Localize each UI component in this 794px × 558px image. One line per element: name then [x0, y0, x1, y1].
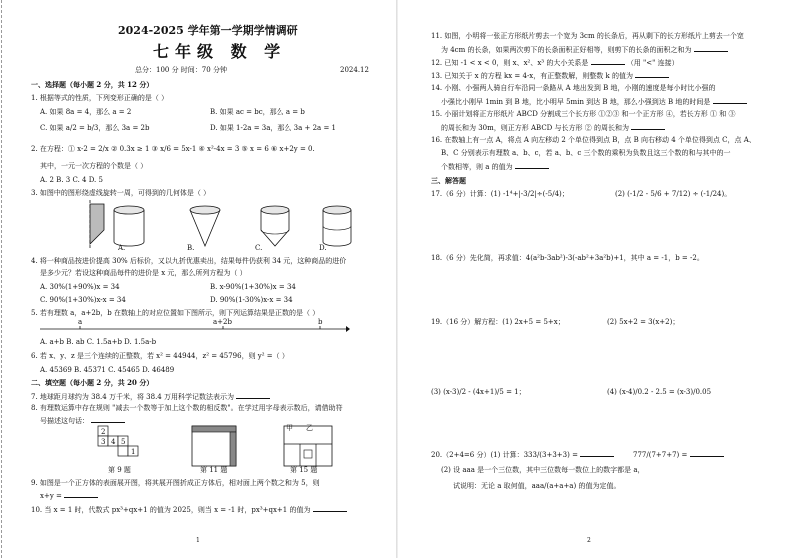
q5-number-line: [40, 324, 350, 334]
q16-answer-blank[interactable]: [515, 162, 549, 169]
q19-part2: (2) 5x+2 = 3(x+2)；: [607, 318, 680, 326]
q3-label-b: B.: [187, 244, 195, 252]
q11-stem: 11. 如图，小明将一张正方形纸片剪去一个宽为 3cm 的长条后，再从剩下的长方形纸片上剪去一个宽: [431, 32, 744, 40]
q9-answer-blank[interactable]: [64, 491, 98, 498]
q20-answer-blank-1[interactable]: [580, 450, 614, 457]
q6-stem: 6. 若 x、y、z 是三个连续的正整数，若 x² = 44944，z² = 45796，则 y² =（ ）: [31, 352, 289, 360]
q16-stem-2: B、C 分别表示有理数 a、b、c，若 a、b、c 三个数的乘积为负数且这三个数的和与其中的一: [441, 149, 731, 157]
section-solve: 三、解答题: [431, 176, 466, 185]
q9-net-cell: 2: [101, 428, 106, 436]
q2-options: A. 2 B. 3 C. 4 D. 5: [40, 176, 103, 184]
q1-option-b: B. 如果 ac = bc，那么 a = b: [210, 108, 305, 116]
q11-answer-blank[interactable]: [694, 45, 728, 52]
q20-part2-b: 试说明：无论 a 取何值，aaa/(a+a+a) 的值为定值。: [453, 482, 621, 490]
section-choice: 一、选择题（每小题 2 分，共 12 分）: [31, 80, 154, 89]
q9-stem-2: x+y =: [40, 491, 98, 500]
q9-net-cell: 1: [131, 448, 136, 456]
q20-part2: (2) 设 aaa 是一个三位数，其中三位数每一数位上的数字都是 a，: [441, 466, 645, 474]
q17-part2: (2) (-1/2 - 5/6 + 7/12) ÷ (-1/24)。: [615, 190, 732, 198]
q5-options: A. a+b B. ab C. 1.5a+b D. 1.5a-b: [40, 338, 157, 346]
q3-label-c: C.: [255, 244, 263, 252]
q3-label-d: D.: [319, 244, 327, 252]
q7-answer-blank[interactable]: [236, 392, 270, 399]
q13-answer-blank[interactable]: [635, 71, 669, 78]
q4-stem: 4. 将一种商品按进价提高 30% 后标价，又以九折优惠卖出，结果每件仍获利 34 元，这种商品的进价: [31, 257, 347, 265]
q19-part4: (4) (x-4)/0.2 - 2.5 = (x-3)/0.05: [607, 388, 712, 396]
q5-label-a2b: a+2b: [213, 318, 232, 326]
figure-caption-q11: 第 11 题: [200, 466, 228, 474]
q6-options: A. 45369 B. 45371 C. 45465 D. 46489: [40, 366, 175, 374]
q9-net-cell: 4: [111, 438, 116, 446]
q8-stem-2: 号描述这句话：: [40, 416, 125, 425]
q15-answer-blank[interactable]: [631, 123, 665, 130]
q5-label-b: b: [318, 318, 323, 326]
q8-stem: 8. 有理数运算中存在规则 "减去一个数等于加上这个数的相反数"。在学过用字母表示数后，请借助符: [31, 404, 343, 412]
q10-stem: 10. 当 x = 1 时，代数式 px³+qx+1 的值为 2025，则当 x = -1 时，px³+qx+1 的值为: [31, 505, 347, 514]
q10-answer-blank[interactable]: [313, 505, 347, 512]
q9-net-cell: 5: [121, 438, 126, 446]
q3-figure-option-a: [112, 204, 146, 248]
q3-figure-original: [70, 200, 110, 248]
q15-stem-2: 的周长和为 30m，则正方形 ABCD 与长方形 ② 的周长和为: [441, 123, 665, 132]
q14-answer-blank[interactable]: [713, 97, 747, 104]
q3-label-a: A.: [118, 244, 126, 252]
q3-figure-option-b: [188, 204, 222, 248]
q2-question: 其中，一元一次方程的个数是（ ）: [40, 162, 148, 170]
q17-part1: 17.（6 分）计算：(1) -1⁴+|-3/2|÷(-5/4)；: [431, 190, 569, 198]
q13-stem: 13. 已知关于 x 的方程 kx = 4-x，有正整数解，则整数 k 的值为: [431, 71, 669, 80]
q11-square-figure: [186, 424, 246, 468]
q3-stem: 3. 如图中的图形绕虚线旋转一周，可得到的几何体是（ ）: [31, 189, 211, 197]
q4-option-b: B. x-90%(1+30%)x = 34: [210, 283, 296, 291]
figure-caption-q9: 第 9 题: [108, 466, 131, 474]
q4-option-a: A. 30%(1+90%)x = 34: [40, 283, 120, 291]
binding-line: [1, 0, 2, 558]
q20-answer-blank-2[interactable]: [690, 450, 724, 457]
exam-title: 2024-2025 学年第一学期学情调研: [118, 24, 298, 37]
q2-stem: 2. 在方程：① x-2 = 2/x ② 0.3x ≥ 1 ③ x/6 = 5x-1 ④ x²-4x = 3 ⑤ x = 6 ⑥ x+2y = 0.: [31, 145, 315, 153]
q19-part3: (3) (x-3)/2 - (4x+1)/5 = 1；: [431, 388, 526, 396]
page-number: 2: [587, 537, 591, 544]
exam-date: 2024.12: [340, 66, 369, 74]
q16-stem: 16. 在数轴上有一点 A，将点 A 向左移动 2 个单位得到点 B，点 B 向右移动 4 个单位得到点 C，点 A、: [431, 136, 756, 144]
q5-label-a: a: [78, 318, 83, 326]
q20-part1b: 777/(7+7+7) =: [633, 450, 724, 459]
q15-stem: 15. 小丽计划将正方形纸片 ABCD 分割成三个长方形 ①②③ 和一个正方形 ④，若长方形 ① 和 ③: [431, 110, 736, 118]
page-number: 1: [196, 537, 200, 544]
q11-stem-2: 为 4cm 的长条，如果两次剪下的长条面积正好相等，则剪下的长条的面积之和为: [441, 45, 728, 54]
q4-option-c: C. 90%(1+30%)x-x = 34: [40, 296, 126, 304]
exam-subject: 七年级 数 学: [153, 42, 287, 61]
q1-option-d: D. 如果 1-2a = 3a，那么 3a + 2a = 1: [210, 124, 336, 132]
q18-stem: 18.（6 分）先化简，再求值：4(a²b-3ab²)-3(-ab²+3a²b)+1，其中 a = -1，b = -2。: [431, 254, 704, 262]
section-fill: 二、填空题（每小题 2 分，共 20 分）: [31, 378, 154, 387]
q8-answer-blank[interactable]: [91, 416, 125, 423]
q1-option-c: C. 如果 a/2 = b/3，那么 3a = 2b: [40, 124, 150, 132]
q15-label-jia: 甲: [286, 424, 293, 432]
q14-stem: 14. 小刚、小强两人骑自行车沿同一条路从 A 地出发到 B 地，小刚的速度是每小时比小强的: [431, 84, 716, 92]
q15-label-yi: 乙: [306, 424, 313, 432]
q9-stem: 9. 如图是一个正方体的表面展开图，将其展开图折成正方体后，相对面上两个数之和为 5，则: [31, 479, 320, 487]
q3-figure-option-c: [258, 204, 292, 248]
exam-meta: 总分：100 分 时间：70 分钟: [135, 66, 227, 74]
q1-stem: 1. 根据等式的性质，下列变形正确的是（ ）: [31, 94, 169, 102]
q12-answer-blank[interactable]: [591, 58, 625, 65]
q14-stem-2: 小强比小刚早 1min 到 B 地，比小明早 5min 到达 B 地，那么小强到达 B 地的时间是: [441, 97, 747, 106]
q20-part1: 20.（2+4=6 分）(1) 计算：333/(3+3+3) =: [431, 450, 614, 459]
q3-figure-option-d: [320, 204, 354, 248]
q12-stem: 12. 已知 -1 < x < 0，则 x、x²、x³ 的大小关系是 （用 "<" 连接）: [431, 59, 679, 67]
exam-page-2: [397, 0, 794, 558]
q1-option-a: A. 如果 8a = 4，那么 a = 2: [40, 108, 132, 116]
q7-stem: 7. 地球距月球约为 38.4 万千米，将 38.4 万用科学记数法表示为: [31, 392, 270, 401]
q9-cube-net-figure: [98, 426, 154, 462]
q4-option-d: D. 90%(1-30%)x-x = 34: [210, 296, 293, 304]
q19-part1: 19.（16 分）解方程：(1) 2x+5 = 5+x；: [431, 318, 565, 326]
figure-caption-q15: 第 15 题: [290, 466, 318, 474]
q5-stem: 5. 若有理数 a，a+2b，b 在数轴上的对应位置如下图所示，则下列运算结果是正数的是（ ）: [31, 309, 320, 317]
q16-stem-3: 个数相等，则 a 的值为: [441, 162, 549, 171]
q9-net-cell: 3: [101, 438, 106, 446]
q4-stem-2: 是多少元？若设这种商品每件的进价是 x 元，那么所列方程为（ ）: [40, 269, 247, 277]
